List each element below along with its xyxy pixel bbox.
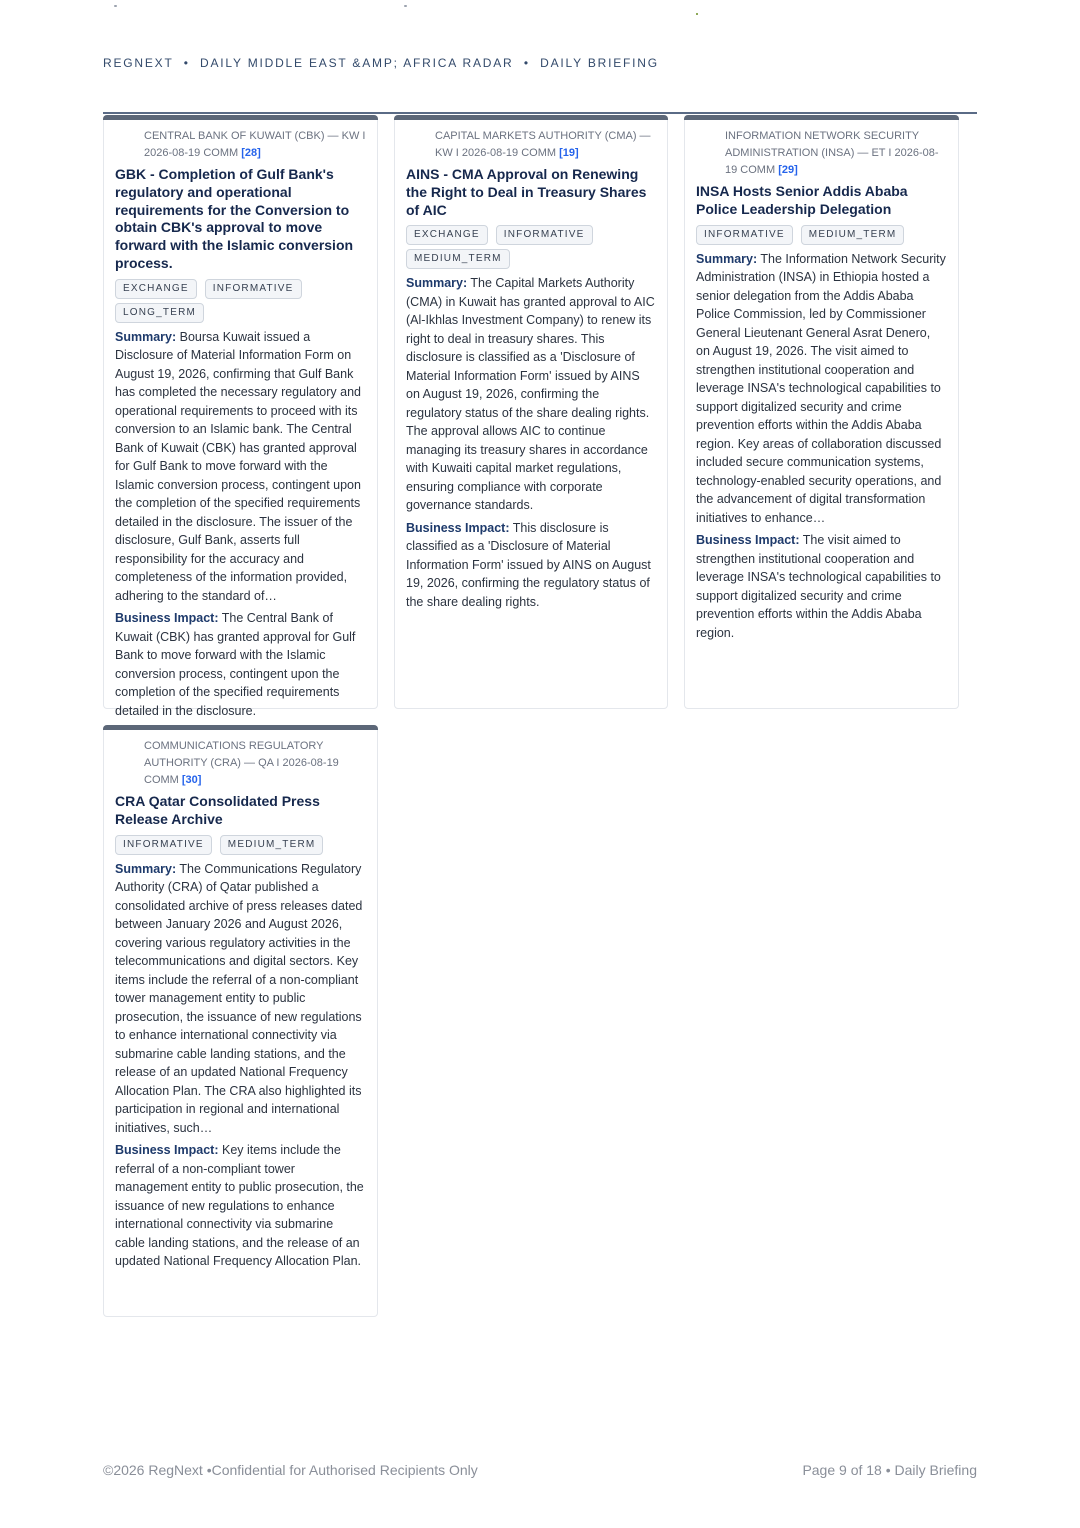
summary-text: Boursa Kuwait issued a Disclosure of Material Information Form on August 19, 2026, confirming that Gulf Bank has completed the necessary regulatory and operational requirements to proceed with its conversion to an Islamic bank. The Central Bank of Kuwait (CBK) has granted approval for Gulf Bank to move forward with the Islamic conversion process, contingent upon the completion of the specified requirements detailed in the disclosure. The issuer of the disclosure, Gulf Bank, asserts full responsibility for the accuracy and completeness of the information provided, adhering to the standard of… [115,329,361,603]
tag-list [406,225,656,269]
summary-label: Summary: [406,276,468,291]
card-meta [435,128,656,162]
card-title: GBK - Completion of Gulf Bank's regulatory and operational requirements for the Conversion to obtain CBK's approval to move forward with the Islamic conversion process. [115,166,354,271]
header-kind: DAILY BRIEFING [540,56,659,70]
card-source: CAPITAL MARKETS AUTHORITY (CMA) — KW I 2026-08-19 COMM [435,130,651,159]
summary-paragraph [406,274,656,515]
tag-badge: MEDIUM_TERM [220,835,324,855]
tag-badge: INFORMATIVE [696,225,793,245]
header-rule [103,112,977,114]
impact-label: Business Impact: [406,520,510,535]
citation-link[interactable]: [28] [241,147,261,159]
impact-paragraph [696,531,947,642]
tag-list [696,225,947,245]
artifact-dot [114,5,117,7]
card-title: AINS - CMA Approval on Renewing the Right to Deal in Treasury Shares of AIC [406,166,647,218]
impact-paragraph [115,609,366,720]
tag-badge: MEDIUM_TERM [801,225,905,245]
summary-paragraph [115,328,366,606]
summary-paragraph [696,250,947,528]
impact-text: The visit aimed to strengthen institutional cooperation and leverage INSA's technological capabilities to support digitalized security and crime prevention efforts within the Addis Ababa region. [696,533,941,640]
tag-badge: MEDIUM_TERM [406,249,510,269]
card-meta [144,128,366,162]
tag-badge: INFORMATIVE [205,279,302,299]
impact-text: Key items include the referral of a non-compliant tower management entity to public prosecution, the issuance of new regulations to enhance international connectivity via submarine cable landing stations, and the release of an updated National Frequency Allocation Plan. [115,1143,364,1269]
card-source: COMMUNICATIONS REGULATORY AUTHORITY (CRA) — QA I 2026-08-19 COMM [144,740,339,786]
card-title: INSA Hosts Senior Addis Ababa Police Leadership Delegation [696,183,908,217]
summary-text: The Capital Markets Authority (CMA) in Kuwait has granted approval to AIC (Al-Ikhlas Investment Company) to renew its right to deal in treasury shares. This disclosure is classified as a 'Disclosure of Material Information Form' issued by AINS on August 19, 2026, confirming the regulatory status of the share dealing rights. The approval allows AIC to continue managing its treasury shares in accordance with Kuwaiti capital market regulations, ensuring compliance with corporate governance standards. [406,276,655,513]
citation-link[interactable]: [29] [778,164,798,176]
impact-text: The Central Bank of Kuwait (CBK) has granted approval for Gulf Bank to move forward with the Islamic conversion process, contingent upon the completion of the specified requirements detailed in the disclosure. [115,611,356,718]
footer-page-number: Page 9 of 18 • Daily Briefing [802,1462,977,1478]
impact-paragraph [115,1141,366,1271]
citation-link[interactable]: [30] [181,774,202,786]
news-card [103,725,378,1317]
summary-paragraph [115,860,366,1138]
citation-link[interactable]: [19] [559,147,579,159]
tag-list [115,279,366,323]
impact-text: This disclosure is classified as a 'Disclosure of Material Information Form' issued by AINS on August 19, 2026, confirming the regulatory status of the share dealing rights. [406,520,651,609]
tag-badge: EXCHANGE [406,225,488,245]
tag-badge: INFORMATIVE [496,225,593,245]
header-separator: • [523,56,530,70]
news-card [103,115,378,718]
artifact-dot [404,5,407,7]
card-title: CRA Qatar Consolidated Press Release Archive [115,793,320,827]
summary-label: Summary: [696,251,758,266]
footer-copyright: ©2026 RegNext •Confidential for Authorised Recipients Only [103,1462,478,1478]
card-source: INFORMATION NETWORK SECURITY ADMINISTRATION (INSA) — ET I 2026-08-19 COMM [725,130,939,176]
summary-text: The Information Network Security Administration (INSA) in Ethiopia hosted a senior delegation from the Addis Ababa Police Commission, led by Commissioner General Lieutenant General Asrat Denero, on August 19, 2026. The visit aimed to strengthen institutional cooperation and leverage INSA's technological capabilities to support digitalized security and crime prevention efforts within the Addis Ababa region. Key areas of collaboration discussed included secure communication systems, technology-enabled security operations, and the advancement of digital transformation initiatives to enhance… [696,251,946,525]
card-meta [725,128,947,179]
header-brand: REGNEXT [103,56,174,70]
report-header [103,56,659,70]
header-separator: • [183,56,190,70]
impact-label: Business Impact: [696,533,800,548]
impact-label: Business Impact: [115,611,219,626]
artifact-dot [696,13,698,15]
tag-list [115,835,366,855]
summary-text: The Communications Regulatory Authority (CRA) of Qatar published a consolidated archive of press releases dated between January 2026 and August 2026, covering various regulatory activities in the telecommunications and digital sectors. Key items include the referral of a non-compliant tower management entity to public prosecution, the issuance of new regulations to enhance international connectivity via submarine cable landing stations, and the release of an updated National Frequency Allocation Plan. The CRA also highlighted its participation in regional and international initiatives, such… [115,861,363,1135]
impact-label: Business Impact: [115,1143,219,1158]
impact-paragraph [406,519,656,612]
tag-badge: EXCHANGE [115,279,197,299]
summary-label: Summary: [115,329,177,344]
card-source: CENTRAL BANK OF KUWAIT (CBK) — KW I 2026-08-19 COMM [144,130,366,159]
news-card [394,115,668,709]
news-card [684,115,959,709]
header-section: DAILY MIDDLE EAST &AMP; AFRICA RADAR [199,56,514,70]
tag-badge: INFORMATIVE [115,835,212,855]
summary-label: Summary: [115,861,177,876]
card-meta [144,738,366,789]
tag-badge: LONG_TERM [115,303,204,323]
